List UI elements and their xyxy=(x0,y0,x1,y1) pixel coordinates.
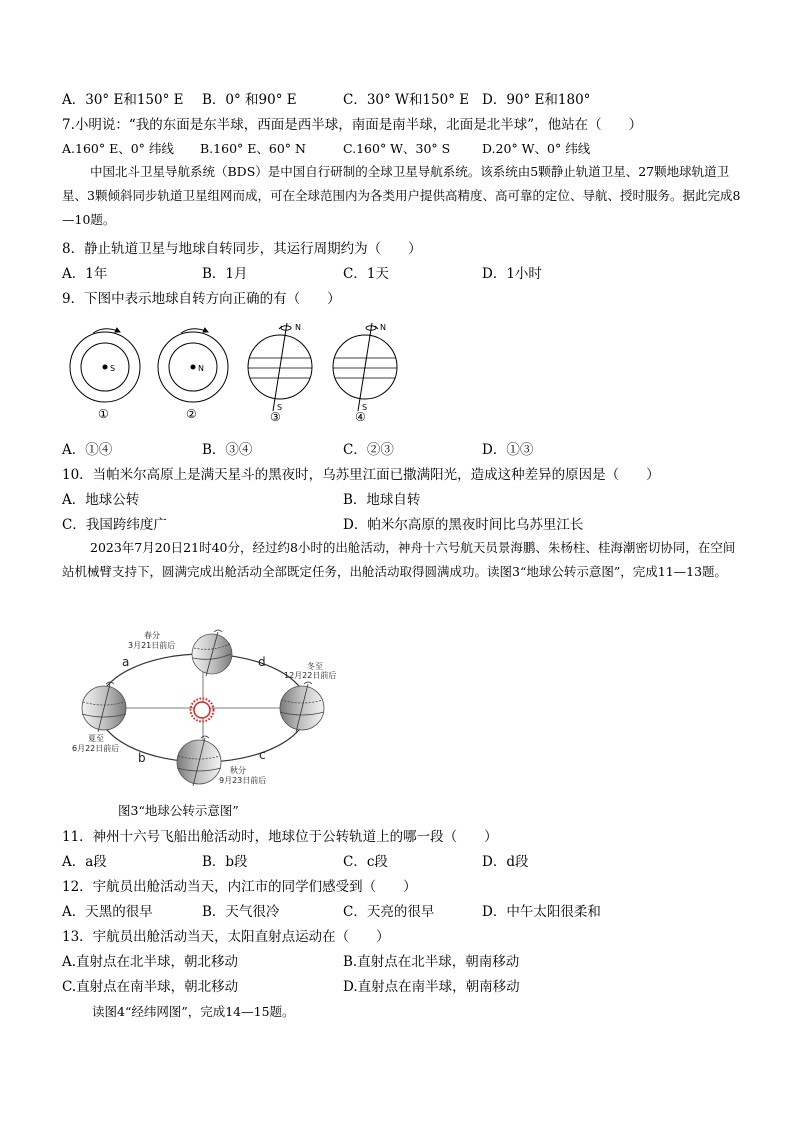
q8-option-b: B．1月 xyxy=(202,266,248,282)
q7-stem: 7.小明说：“我的东面是东半球，西面是西半球，南面是南半球，北面是北半球”，他站在（ ） xyxy=(62,117,643,133)
q10-option-d: D．帕米尔高原的黑夜时间比乌苏里江长 xyxy=(343,517,584,533)
figure-1-number: ① xyxy=(98,407,109,421)
figure3-caption: 图3“地球公转示意图” xyxy=(118,803,239,818)
earth-winter-solstice xyxy=(280,682,324,732)
q8-option-c: C．1天 xyxy=(343,266,389,282)
q12-option-b: B．天气很冷 xyxy=(202,904,280,920)
figure-2-number: ② xyxy=(186,407,197,421)
segment-c-label: c xyxy=(259,748,266,762)
q9-option-c: C．②③ xyxy=(343,442,394,458)
q12-option-a: A．天黑的很早 xyxy=(62,904,153,920)
autumn-date: 9月23日前后 xyxy=(219,776,267,785)
q13-stem: 13．宇航员出舱活动当天，太阳直射点运动在（ ） xyxy=(62,929,390,945)
figure-3-south-label: S xyxy=(277,403,283,412)
q13-option-a: A.直射点在北半球，朝北移动 xyxy=(62,954,239,970)
figure-4-north-label: N xyxy=(380,323,386,332)
q12-stem: 12．宇航员出舱活动当天，内江市的同学们感受到（ ） xyxy=(62,879,417,895)
q12-option-c: C．天亮的很早 xyxy=(343,904,435,920)
figure-2-north-pole-view xyxy=(158,329,228,421)
q11-option-a: A．a段 xyxy=(62,854,107,870)
winter-label: 冬至 xyxy=(307,662,323,671)
autumn-label: 秋分 xyxy=(230,766,246,775)
q9-rotation-figure xyxy=(60,318,420,428)
segment-d-label: d xyxy=(258,655,266,669)
q13-option-b: B.直射点在北半球，朝南移动 xyxy=(343,954,520,970)
q7-option-d: D.20° W、0° 纬线 xyxy=(482,141,591,156)
q8-stem: 8．静止轨道卫星与地球自转同步，其运行周期约为（ ） xyxy=(62,241,422,257)
q11-stem: 11．神州十六号飞船出舱活动时，地球位于公转轨道上的哪一段（ ） xyxy=(62,829,498,845)
q13-option-d: D.直射点在南半球，朝南移动 xyxy=(343,979,520,995)
figure4-intro: 读图4“经纬网图”，完成14—15题。 xyxy=(92,1004,295,1019)
q10-option-b: B．地球自转 xyxy=(343,492,421,508)
summer-date: 6月22日前后 xyxy=(72,744,120,753)
q6-option-d: D．90° E和180° xyxy=(482,92,591,108)
q13-option-c: C.直射点在南半球，朝北移动 xyxy=(62,979,239,995)
figure-3-side-view xyxy=(248,323,312,424)
q7-option-b: B.160° E、60° N xyxy=(200,141,306,156)
figure-2-pole-label: N xyxy=(198,364,204,373)
q12-option-d: D．中午太阳很柔和 xyxy=(482,904,601,920)
figure-1-south-pole-view xyxy=(70,329,140,421)
figure-1-pole-label: S xyxy=(110,364,116,373)
spring-date: 3月21日前后 xyxy=(128,641,176,650)
winter-date: 12月22日前后 xyxy=(284,671,337,680)
q10-stem: 10．当帕米尔高原上是满天星斗的黑夜时，乌苏里江面已撒满阳光，造成这种差异的原因是（ ） xyxy=(62,467,660,483)
q8-option-d: D．1小时 xyxy=(482,266,542,282)
spring-label: 春分 xyxy=(144,631,160,640)
q7-option-c: C.160° W、30° S xyxy=(343,141,451,156)
earth-autumn-equinox xyxy=(177,736,221,786)
figure-3-north-label: N xyxy=(295,323,301,332)
q7-option-a: A.160° E、0° 纬线 xyxy=(62,141,174,156)
q8-option-a: A．1年 xyxy=(62,266,108,282)
passage-shenzhou: 2023年7月20日21时40分，经过约8小时的出舱活动，神舟十六号航天员景海鹏、朱杨柱、桂海潮密切协同，在空间站机械臂支持下，圆满完成出舱活动全部既定任务，出舱活动取得圆满成功。读图3“地球公转示意图”，完成11—13题。 xyxy=(62,540,736,579)
passage-beidou: 中国北斗卫星导航系统（BDS）是中国自行研制的全球卫星导航系统。该系统由5颗静止轨道卫星、27颗地球轨道卫星、3颗倾斜同步轨道卫星组网而成，可在全球范围内为各类用户提供高精度、高可靠的定位、导航、授时服务。据此完成8—10题。 xyxy=(62,164,741,227)
q9-stem: 9．下图中表示地球自转方向正确的有（ ） xyxy=(62,291,341,307)
q6-option-c: C．30° W和150° E xyxy=(343,92,470,108)
summer-label: 夏至 xyxy=(88,734,104,743)
q11-option-b: B．b段 xyxy=(202,854,248,870)
sun-icon xyxy=(191,699,214,722)
q9-option-a: A．①④ xyxy=(62,442,113,458)
segment-b-label: b xyxy=(138,751,146,765)
q9-option-b: B．③④ xyxy=(202,442,253,458)
q6-option-b: B．0° 和90° E xyxy=(202,92,297,108)
q11-option-d: D．d段 xyxy=(482,854,529,870)
segment-a-label: a xyxy=(122,655,130,669)
figure-4-south-label: S xyxy=(362,403,368,412)
figure-4-number: ④ xyxy=(355,410,366,424)
earth-revolution-diagram xyxy=(72,622,348,798)
figure-3-number: ③ xyxy=(270,410,281,424)
q9-option-d: D．①③ xyxy=(482,442,534,458)
q6-option-a: A．30° E和150° E xyxy=(62,92,184,108)
q11-option-c: C．c段 xyxy=(343,854,388,870)
figure-4-side-view xyxy=(333,323,397,424)
earth-summer-solstice xyxy=(82,682,126,732)
q10-option-a: A．地球公转 xyxy=(62,492,140,508)
earth-spring-equinox xyxy=(192,630,232,676)
q10-option-c: C．我国跨纬度广 xyxy=(62,517,167,533)
